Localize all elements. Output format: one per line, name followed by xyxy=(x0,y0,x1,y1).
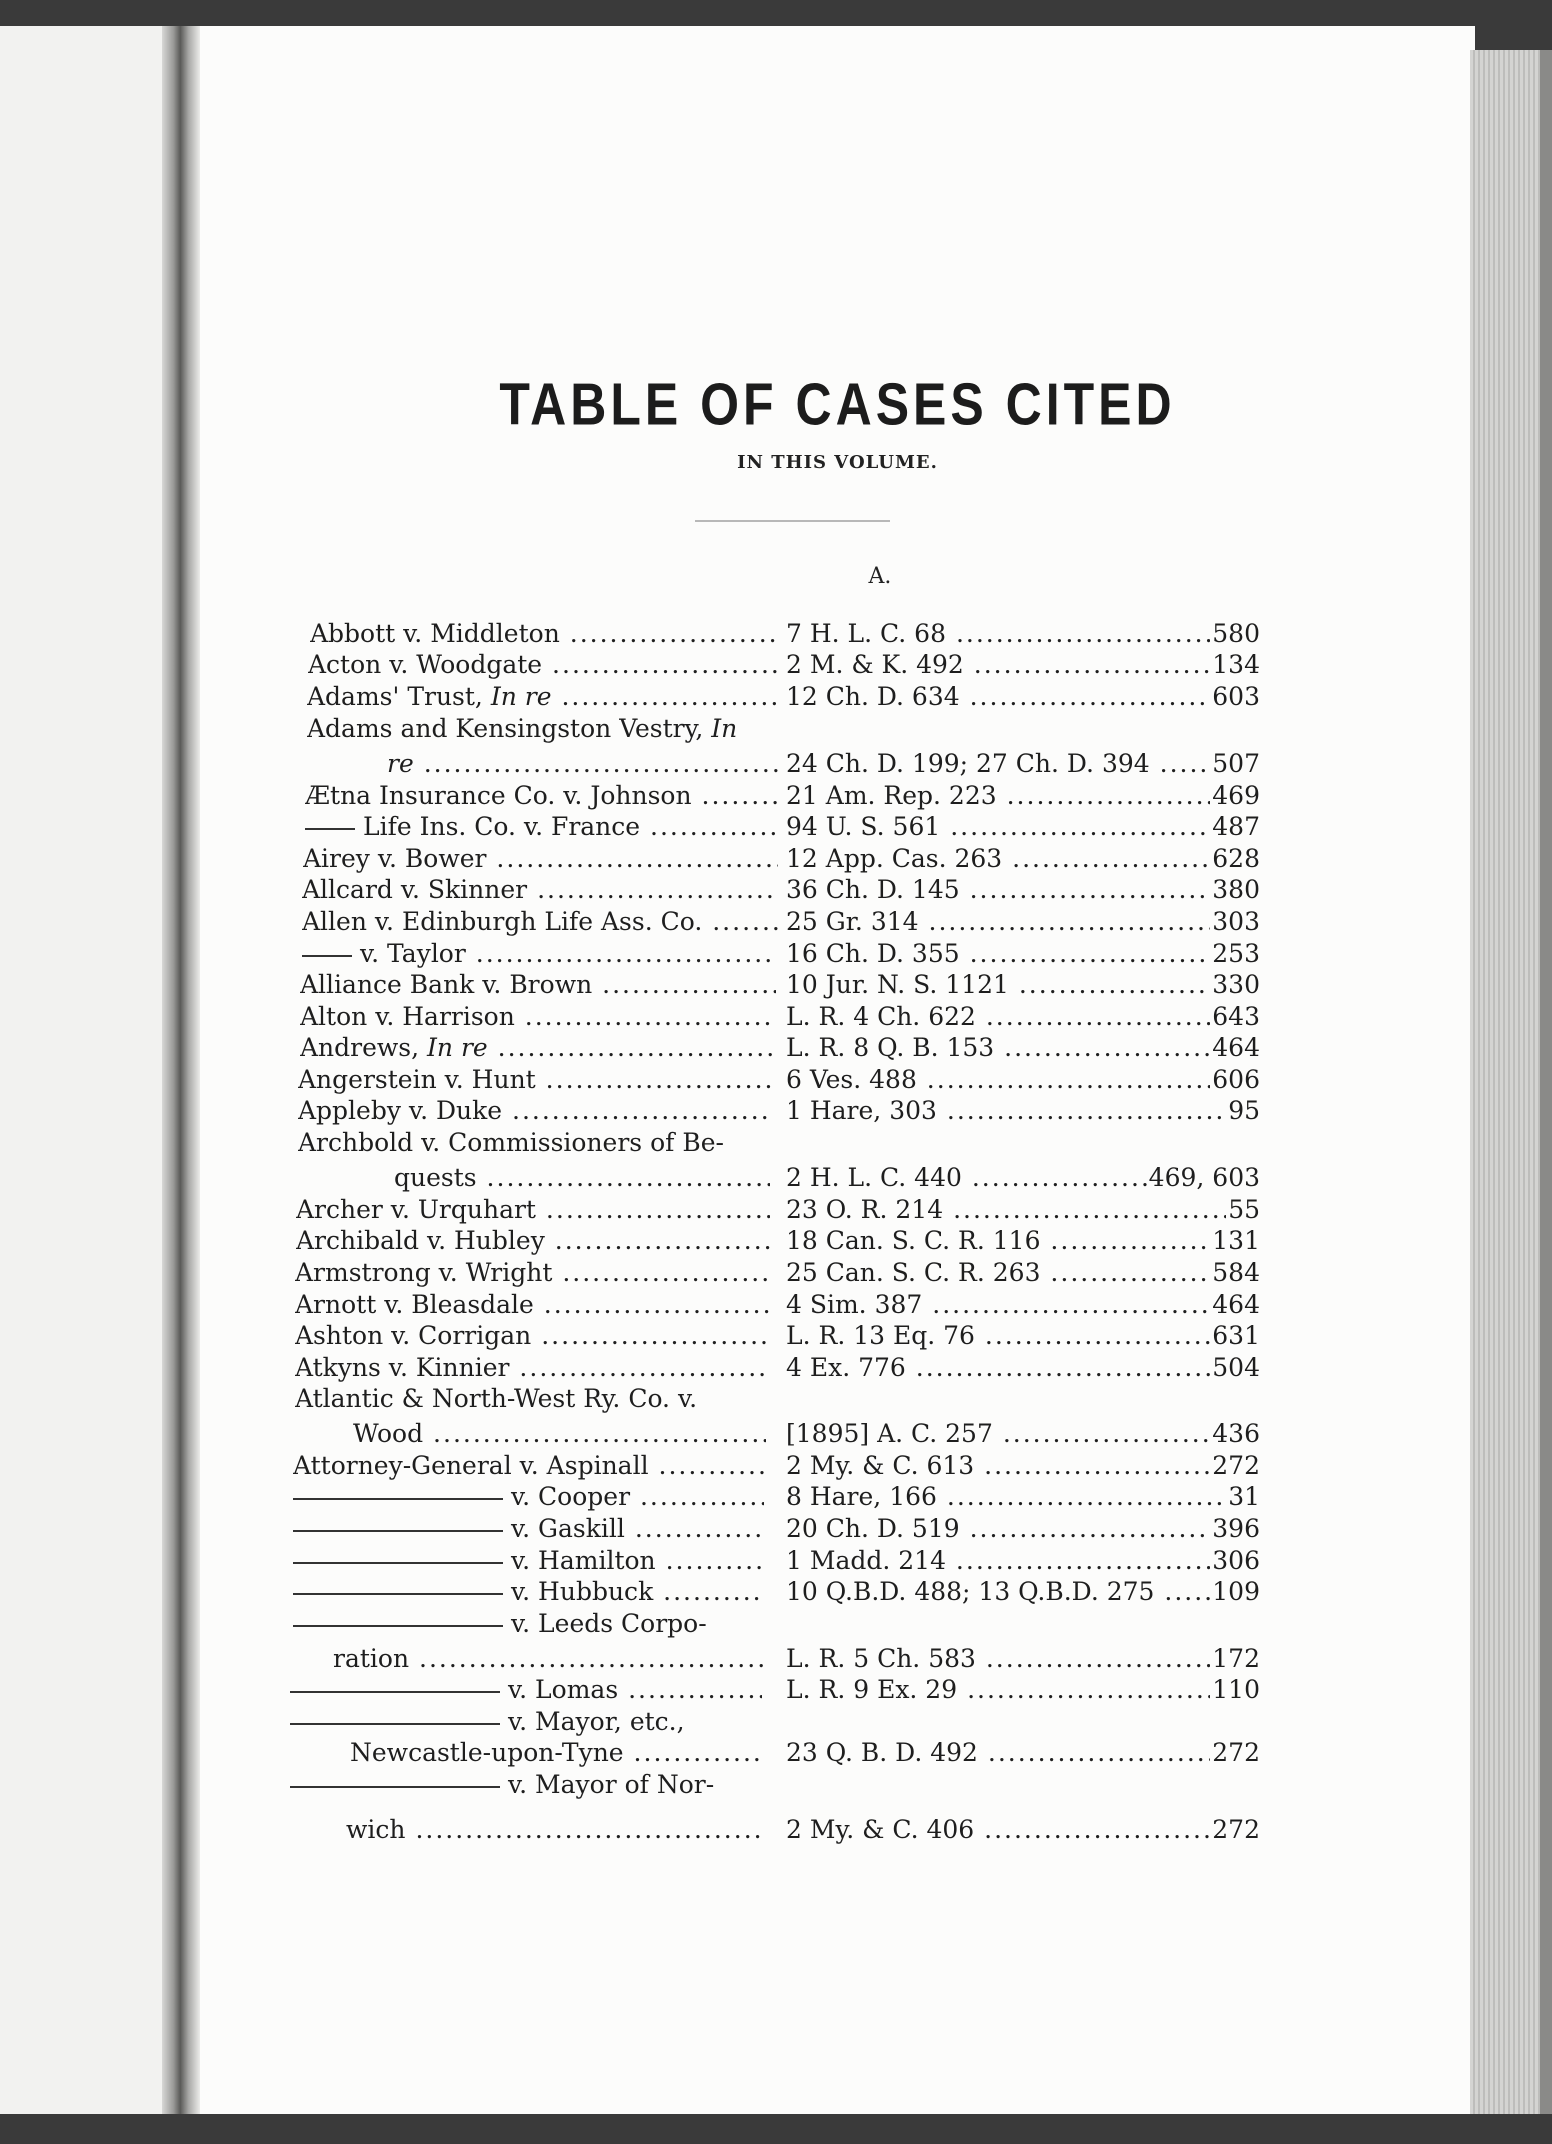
citation: 2 My. & C. 613 ..... xyxy=(786,1450,1260,1482)
case-name xyxy=(310,618,780,650)
table-row xyxy=(293,1481,1260,1513)
case-name xyxy=(295,1257,770,1289)
case-name xyxy=(296,1194,770,1226)
case-name-text: Ashton v. Corrigan xyxy=(295,1321,532,1350)
page-number: 396 xyxy=(1212,1514,1260,1543)
table-row xyxy=(293,1450,1260,1482)
case-name-text: Wood xyxy=(353,1419,424,1448)
case-name xyxy=(293,1481,764,1513)
citation: 4 Sim. 387 ..... xyxy=(786,1289,1260,1321)
page-number: 253 xyxy=(1212,939,1260,968)
table-row xyxy=(300,1001,1260,1033)
page-title: TABLE OF CASES CITED xyxy=(499,371,1176,438)
citation-cell xyxy=(786,843,1260,875)
table-row xyxy=(307,713,1260,745)
citation: L. R. 9 Ex. 29 ..... xyxy=(786,1674,1260,1706)
page-number: 134 xyxy=(1212,650,1260,679)
citation-cell xyxy=(786,1032,1260,1064)
case-name xyxy=(307,713,780,745)
citation-cell xyxy=(786,1320,1260,1352)
page-number: 330 xyxy=(1212,970,1260,999)
citation-cell xyxy=(786,1674,1260,1706)
case-name-text: Appleby v. Duke xyxy=(298,1096,503,1125)
case-name-text: Abbott v. Middleton xyxy=(310,619,560,648)
citation: 4 Ex. 776 ..... xyxy=(786,1352,1260,1384)
table-row xyxy=(303,843,1260,875)
case-name-text: Adams' Trust, In re xyxy=(307,682,552,711)
case-name-text: Archer v. Urquhart xyxy=(296,1195,536,1224)
case-name-text: v. Mayor, etc., xyxy=(508,1707,685,1736)
citation: L. R. 5 Ch. 583 ..... xyxy=(786,1643,1260,1675)
case-name xyxy=(298,1127,772,1159)
table-row xyxy=(293,1418,1260,1450)
page-number: 380 xyxy=(1212,875,1260,904)
table-row xyxy=(308,649,1260,681)
ditto-dash xyxy=(290,1786,500,1788)
citation: 21 Am. Rep. 223 ..... xyxy=(786,780,1260,812)
case-name-text: Atkyns v. Kinnier xyxy=(295,1353,510,1382)
case-name-text: Arnott v. Bleasdale xyxy=(295,1290,534,1319)
citation: 2 My. & C. 406 ..... xyxy=(786,1814,1260,1846)
ditto-dash xyxy=(293,1593,503,1595)
page-number: 306 xyxy=(1212,1546,1260,1575)
case-name xyxy=(302,906,778,938)
citation: 2 M. & K. 492 ..... xyxy=(786,649,1260,681)
citation-cell xyxy=(786,1545,1260,1577)
page-number: 109 xyxy=(1212,1577,1260,1606)
case-name xyxy=(295,1383,768,1415)
citation: 94 U. S. 561 ..... xyxy=(786,811,1260,843)
case-name-text: re xyxy=(387,749,414,778)
citation-cell xyxy=(786,1064,1260,1096)
case-name-text: Archibald v. Hubley xyxy=(296,1226,545,1255)
case-name xyxy=(295,1352,768,1384)
citation-cell xyxy=(786,1162,1260,1194)
citation-cell xyxy=(786,649,1260,681)
ditto-dash xyxy=(290,1691,500,1693)
table-row xyxy=(293,1576,1260,1608)
table-row xyxy=(307,748,1260,780)
case-name xyxy=(295,1320,768,1352)
citation: 12 App. Cas. 263 ..... xyxy=(786,843,1260,875)
case-name-text: Armstrong v. Wright xyxy=(295,1258,553,1287)
case-name-text: v. Gaskill xyxy=(511,1514,625,1543)
citation: 25 Gr. 314 ..... xyxy=(786,906,1260,938)
citation-cell xyxy=(786,906,1260,938)
case-name-text: Attorney-General v. Aspinall xyxy=(293,1451,649,1480)
case-name xyxy=(303,843,778,875)
citation-cell xyxy=(786,1481,1260,1513)
citation: 10 Jur. N. S. 1121 ..... xyxy=(786,969,1260,1001)
case-name-text: v. Hamilton xyxy=(511,1546,656,1575)
case-name-text: Angerstein v. Hunt xyxy=(298,1065,536,1094)
citation-cell xyxy=(786,1513,1260,1545)
page-number: 469 xyxy=(1212,781,1260,810)
case-name xyxy=(353,1418,766,1450)
case-name-text: Allen v. Edinburgh Life Ass. Co. xyxy=(302,907,703,936)
ditto-dash xyxy=(293,1530,503,1532)
case-name-text: v. Lomas xyxy=(508,1675,619,1704)
citation-cell xyxy=(786,1450,1260,1482)
citation-cell xyxy=(786,874,1260,906)
case-name xyxy=(296,1225,770,1257)
citation: 23 O. R. 214 ..... xyxy=(786,1194,1260,1226)
case-name xyxy=(305,780,780,812)
case-name xyxy=(307,681,780,713)
case-name-text: Adams and Kensingston Vestry, In xyxy=(307,714,738,743)
table-row xyxy=(293,1513,1260,1545)
citation: 16 Ch. D. 355 ..... xyxy=(786,938,1260,970)
page-number: 272 xyxy=(1212,1451,1260,1480)
citation: 20 Ch. D. 519 ..... xyxy=(786,1513,1260,1545)
case-name-text: Acton v. Woodgate xyxy=(308,650,543,679)
table-row xyxy=(290,1769,1260,1801)
case-name-text: Atlantic & North-West Ry. Co. v. xyxy=(295,1384,698,1413)
citation: 2 H. L. C. 440 ..... xyxy=(786,1162,1260,1194)
citation-cell xyxy=(786,1001,1260,1033)
ditto-dash xyxy=(302,955,352,957)
page-number: 272 xyxy=(1212,1738,1260,1767)
page-number: 436 xyxy=(1212,1419,1260,1448)
table-row xyxy=(295,1320,1260,1352)
case-name-text: v. Mayor of Nor- xyxy=(508,1770,715,1799)
citation: 12 Ch. D. 634 ..... xyxy=(786,681,1260,713)
page-number: 31 xyxy=(1228,1482,1260,1511)
case-name xyxy=(298,1064,772,1096)
citation: 23 Q. B. D. 492 ..... xyxy=(786,1737,1260,1769)
case-name xyxy=(305,811,780,843)
case-name-text: Allcard v. Skinner xyxy=(302,875,528,904)
table-row xyxy=(293,1608,1260,1640)
citation-cell xyxy=(786,1257,1260,1289)
ditto-dash xyxy=(293,1562,503,1564)
case-name-text: Archbold v. Commissioners of Be- xyxy=(298,1128,724,1157)
citation-cell xyxy=(786,1643,1260,1675)
table-row xyxy=(296,1194,1260,1226)
table-row xyxy=(293,1643,1260,1675)
case-name xyxy=(394,1162,770,1194)
citation: [1895] A. C. 257 ..... xyxy=(786,1418,1260,1450)
citation-cell xyxy=(786,780,1260,812)
page-number: 172 xyxy=(1212,1644,1260,1673)
case-name xyxy=(387,748,780,780)
case-name xyxy=(302,938,776,970)
table-row xyxy=(298,1095,1260,1127)
case-name-text: Ætna Insurance Co. v. Johnson xyxy=(305,781,692,810)
page-number: 487 xyxy=(1212,812,1260,841)
case-name xyxy=(295,1289,770,1321)
table-row xyxy=(305,811,1260,843)
page-number: 628 xyxy=(1212,844,1260,873)
table-row xyxy=(296,1225,1260,1257)
case-name xyxy=(293,1513,764,1545)
page-number: 110 xyxy=(1212,1675,1260,1704)
table-row xyxy=(307,681,1260,713)
citation: 18 Can. S. C. R. 116 ..... xyxy=(786,1225,1260,1257)
case-name xyxy=(298,1095,772,1127)
page-number: 272 xyxy=(1212,1815,1260,1844)
page-number: 584 xyxy=(1212,1258,1260,1287)
table-row xyxy=(298,1127,1260,1159)
ditto-dash xyxy=(305,828,355,830)
page-number: 131 xyxy=(1212,1226,1260,1255)
citation-cell xyxy=(786,1352,1260,1384)
citation-cell xyxy=(786,748,1260,780)
case-name xyxy=(293,1608,764,1640)
case-name-text: wich xyxy=(346,1815,406,1844)
citation-cell xyxy=(786,938,1260,970)
case-name xyxy=(300,1032,774,1064)
table-row xyxy=(290,1706,1260,1738)
case-name-text: v. Hubbuck xyxy=(511,1577,654,1606)
citation-cell xyxy=(786,681,1260,713)
ditto-dash xyxy=(293,1498,503,1500)
page-number: 55 xyxy=(1228,1195,1260,1224)
citation-cell xyxy=(786,1814,1260,1846)
case-name-text: Alton v. Harrison xyxy=(300,1002,515,1031)
citation-cell xyxy=(786,1095,1260,1127)
case-name xyxy=(300,969,776,1001)
table-row xyxy=(300,1032,1260,1064)
table-row xyxy=(302,938,1260,970)
table-row xyxy=(310,618,1260,650)
table-row xyxy=(290,1814,1260,1846)
section-letter: A. xyxy=(868,564,892,589)
page-number: 504 xyxy=(1212,1353,1260,1382)
page-number: 580 xyxy=(1212,619,1260,648)
table-row xyxy=(290,1737,1260,1769)
case-name xyxy=(333,1643,764,1675)
citation: 7 H. L. C. 68 ..... xyxy=(786,618,1260,650)
citation-cell xyxy=(786,618,1260,650)
citation-cell xyxy=(786,1289,1260,1321)
page-number: 464 xyxy=(1212,1290,1260,1319)
case-name-text: ration xyxy=(333,1644,410,1673)
citation: 1 Madd. 214 ..... xyxy=(786,1545,1260,1577)
table-row xyxy=(295,1352,1260,1384)
case-name xyxy=(290,1769,762,1801)
ditto-dash xyxy=(293,1625,503,1627)
citation: L. R. 8 Q. B. 153 ..... xyxy=(786,1032,1260,1064)
citation-cell xyxy=(786,1418,1260,1450)
page-number: 643 xyxy=(1212,1002,1260,1031)
page-number: 631 xyxy=(1212,1321,1260,1350)
case-name xyxy=(308,649,780,681)
case-name xyxy=(346,1814,762,1846)
page-number: 507 xyxy=(1212,749,1260,778)
table-row xyxy=(290,1674,1260,1706)
citation: 36 Ch. D. 145 ..... xyxy=(786,874,1260,906)
table-row xyxy=(293,1545,1260,1577)
citation: 8 Hare, 166 ..... xyxy=(786,1481,1260,1513)
table-row xyxy=(302,874,1260,906)
case-name xyxy=(350,1737,762,1769)
page-number: 95 xyxy=(1228,1096,1260,1125)
table-row xyxy=(295,1257,1260,1289)
citation: L. R. 4 Ch. 622 ..... xyxy=(786,1001,1260,1033)
citation: L. R. 13 Eq. 76 ..... xyxy=(786,1320,1260,1352)
table-row xyxy=(295,1383,1260,1415)
case-name-text: v. Cooper xyxy=(511,1482,631,1511)
citation: 24 Ch. D. 199; 27 Ch. D. 394 ..... xyxy=(786,748,1260,780)
table-row xyxy=(300,969,1260,1001)
table-row xyxy=(298,1064,1260,1096)
case-name-text: quests xyxy=(394,1163,477,1192)
page-number: 606 xyxy=(1212,1065,1260,1094)
citation: 10 Q.B.D. 488; 13 Q.B.D. 275 ..... xyxy=(786,1576,1260,1608)
citation-cell xyxy=(786,1576,1260,1608)
citation-cell xyxy=(786,1194,1260,1226)
case-name-text: v. Leeds Corpo- xyxy=(511,1609,707,1638)
citation-cell xyxy=(786,969,1260,1001)
case-name xyxy=(293,1450,766,1482)
page-number: 603 xyxy=(1212,682,1260,711)
case-name-text: Airey v. Bower xyxy=(303,844,487,873)
ditto-dash xyxy=(290,1723,500,1725)
table-row xyxy=(295,1289,1260,1321)
citation-cell xyxy=(786,811,1260,843)
page-number: 464 xyxy=(1212,1033,1260,1062)
table-row xyxy=(302,906,1260,938)
table-row xyxy=(296,1162,1260,1194)
page-number: 303 xyxy=(1212,907,1260,936)
case-name xyxy=(293,1576,764,1608)
table-row xyxy=(305,780,1260,812)
page-number: 469, 603 xyxy=(1148,1163,1260,1192)
case-name-text: Newcastle-upon-Tyne xyxy=(350,1738,624,1767)
citation: 1 Hare, 303 ..... xyxy=(786,1095,1260,1127)
citation-cell xyxy=(786,1737,1260,1769)
citation: 6 Ves. 488 ..... xyxy=(786,1064,1260,1096)
case-name-text: Alliance Bank v. Brown xyxy=(300,970,593,999)
citation-cell xyxy=(786,1225,1260,1257)
case-name xyxy=(293,1545,764,1577)
case-name xyxy=(300,1001,774,1033)
case-name-text: Life Ins. Co. v. France xyxy=(363,812,641,841)
citation: 25 Can. S. C. R. 263 ..... xyxy=(786,1257,1260,1289)
case-name xyxy=(290,1706,762,1738)
case-name xyxy=(290,1674,762,1706)
page-subtitle: IN THIS VOLUME. xyxy=(737,452,938,473)
case-name xyxy=(302,874,778,906)
case-name-text: v. Taylor xyxy=(360,939,466,968)
case-name-text: Andrews, In re xyxy=(300,1033,488,1062)
